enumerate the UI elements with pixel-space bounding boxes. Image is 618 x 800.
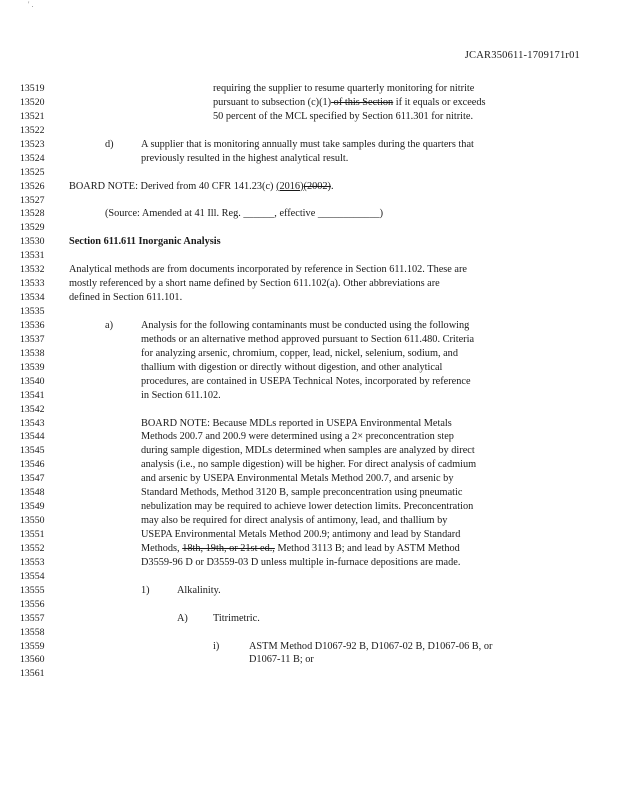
line: 13546 analysis (i.e., no sample digestion) will be higher. For direct analysis of cadmium <box>20 459 477 471</box>
line: 13551 USEPA Environmental Metals Method 200.9; antimony and lead by Standard <box>20 529 461 540</box>
line: 13536 a) Analysis for the following contaminants must be conducted using the following <box>20 319 470 331</box>
line: 13547 and arsenic by USEPA Environmental Metals Method 200.7, and arsenic by <box>20 473 454 485</box>
line: 13545 during sample digestion, MDLs determined when samples are analyzed by direct <box>20 445 475 457</box>
line: 13534 defined in Section 611.101. <box>20 292 183 304</box>
line: 13548 Standard Methods, Method 3120 B, sample preconcentration using pneumatic <box>20 487 463 499</box>
line: 13557 A) Titrimetric. <box>20 612 260 624</box>
line: 13520 pursuant to subsection (c)(1) of this Section if it equals or exceeds <box>20 96 486 108</box>
line: 13539 thallium with digestion or directly without digestion, and other analytical <box>20 361 443 373</box>
line: 13522 <box>20 124 45 136</box>
line: 13555 1) Alkalinity. <box>20 584 221 596</box>
line: 13525 <box>20 166 45 178</box>
line: 13542 <box>20 403 45 415</box>
line: 13531 <box>20 250 45 262</box>
corner-marks: ' . <box>28 0 34 9</box>
line: 13541 in Section 611.102. <box>20 389 221 401</box>
line: 13540 procedures, are contained in USEPA Technical Notes, incorporated by reference <box>20 375 471 387</box>
line: 13529 <box>20 222 45 234</box>
section-heading: Section 611.611 Inorganic Analysis <box>69 236 221 248</box>
line: 13526 BOARD NOTE: Derived from 40 CFR 141.23(c) (2016)(2002). <box>20 180 334 192</box>
line: 13537 methods or an alternative method approved pursuant to Section 611.480. Criteria <box>20 333 475 345</box>
line: 13549 nebulization may be required to achieve lower detection limits. Preconcentration <box>20 501 474 513</box>
line: 13554 <box>20 570 45 582</box>
line: 13530 Section 611.611 Inorganic Analysis <box>20 236 221 248</box>
line: 13543 BOARD NOTE: Because MDLs reported in USEPA Environmental Metals <box>20 417 452 429</box>
line: 13523 d) A supplier that is monitoring annually must take samples during the quarters that <box>20 138 474 150</box>
line: 13532 Analytical methods are from documents incorporated by reference in Section 611.102. These are <box>20 264 468 276</box>
line: 13528 (Source: Amended at 41 Ill. Reg. ______, effective ____________) <box>20 208 384 220</box>
line: 13533 mostly referenced by a short name defined by Section 611.102(a). Other abbreviations are <box>20 278 440 290</box>
line: 13550 may also be required for direct analysis of antimony, lead, and thallium by <box>20 515 448 527</box>
line: 13561 <box>20 668 45 680</box>
line: 13552 Methods, 18th, 19th, or 21st ed., Method 3113 B; and lead by ASTM Method <box>20 542 460 554</box>
line: 13521 50 percent of the MCL specified by Section 611.301 for nitrite. <box>20 110 474 122</box>
line: 13559 i) ASTM Method D1067-92 B, D1067-02 B, D1067-06 B, or <box>20 640 493 652</box>
line: 13535 <box>20 306 45 317</box>
line: 13558 <box>20 626 45 638</box>
line: 13519 requiring the supplier to resume quarterly monitoring for nitrite <box>20 83 475 94</box>
document-id: JCAR350611-1709171r01 <box>464 50 580 61</box>
line: 13556 <box>20 598 45 610</box>
line: 13538 for analyzing arsenic, chromium, copper, lead, nickel, selenium, sodium, and <box>20 347 458 359</box>
line: 13524 previously resulted in the highest analytical result. <box>20 152 349 164</box>
line: 13560 D1067-11 B; or <box>20 654 314 666</box>
line: 13553 D3559-96 D or D3559-03 D unless multiple in-furnace depositions are made. <box>20 556 461 568</box>
numbered-lines <box>0 82 618 681</box>
line: 13527 <box>20 194 45 206</box>
line: 13544 Methods 200.7 and 200.9 were determined using a 2× preconcentration step <box>20 431 454 443</box>
